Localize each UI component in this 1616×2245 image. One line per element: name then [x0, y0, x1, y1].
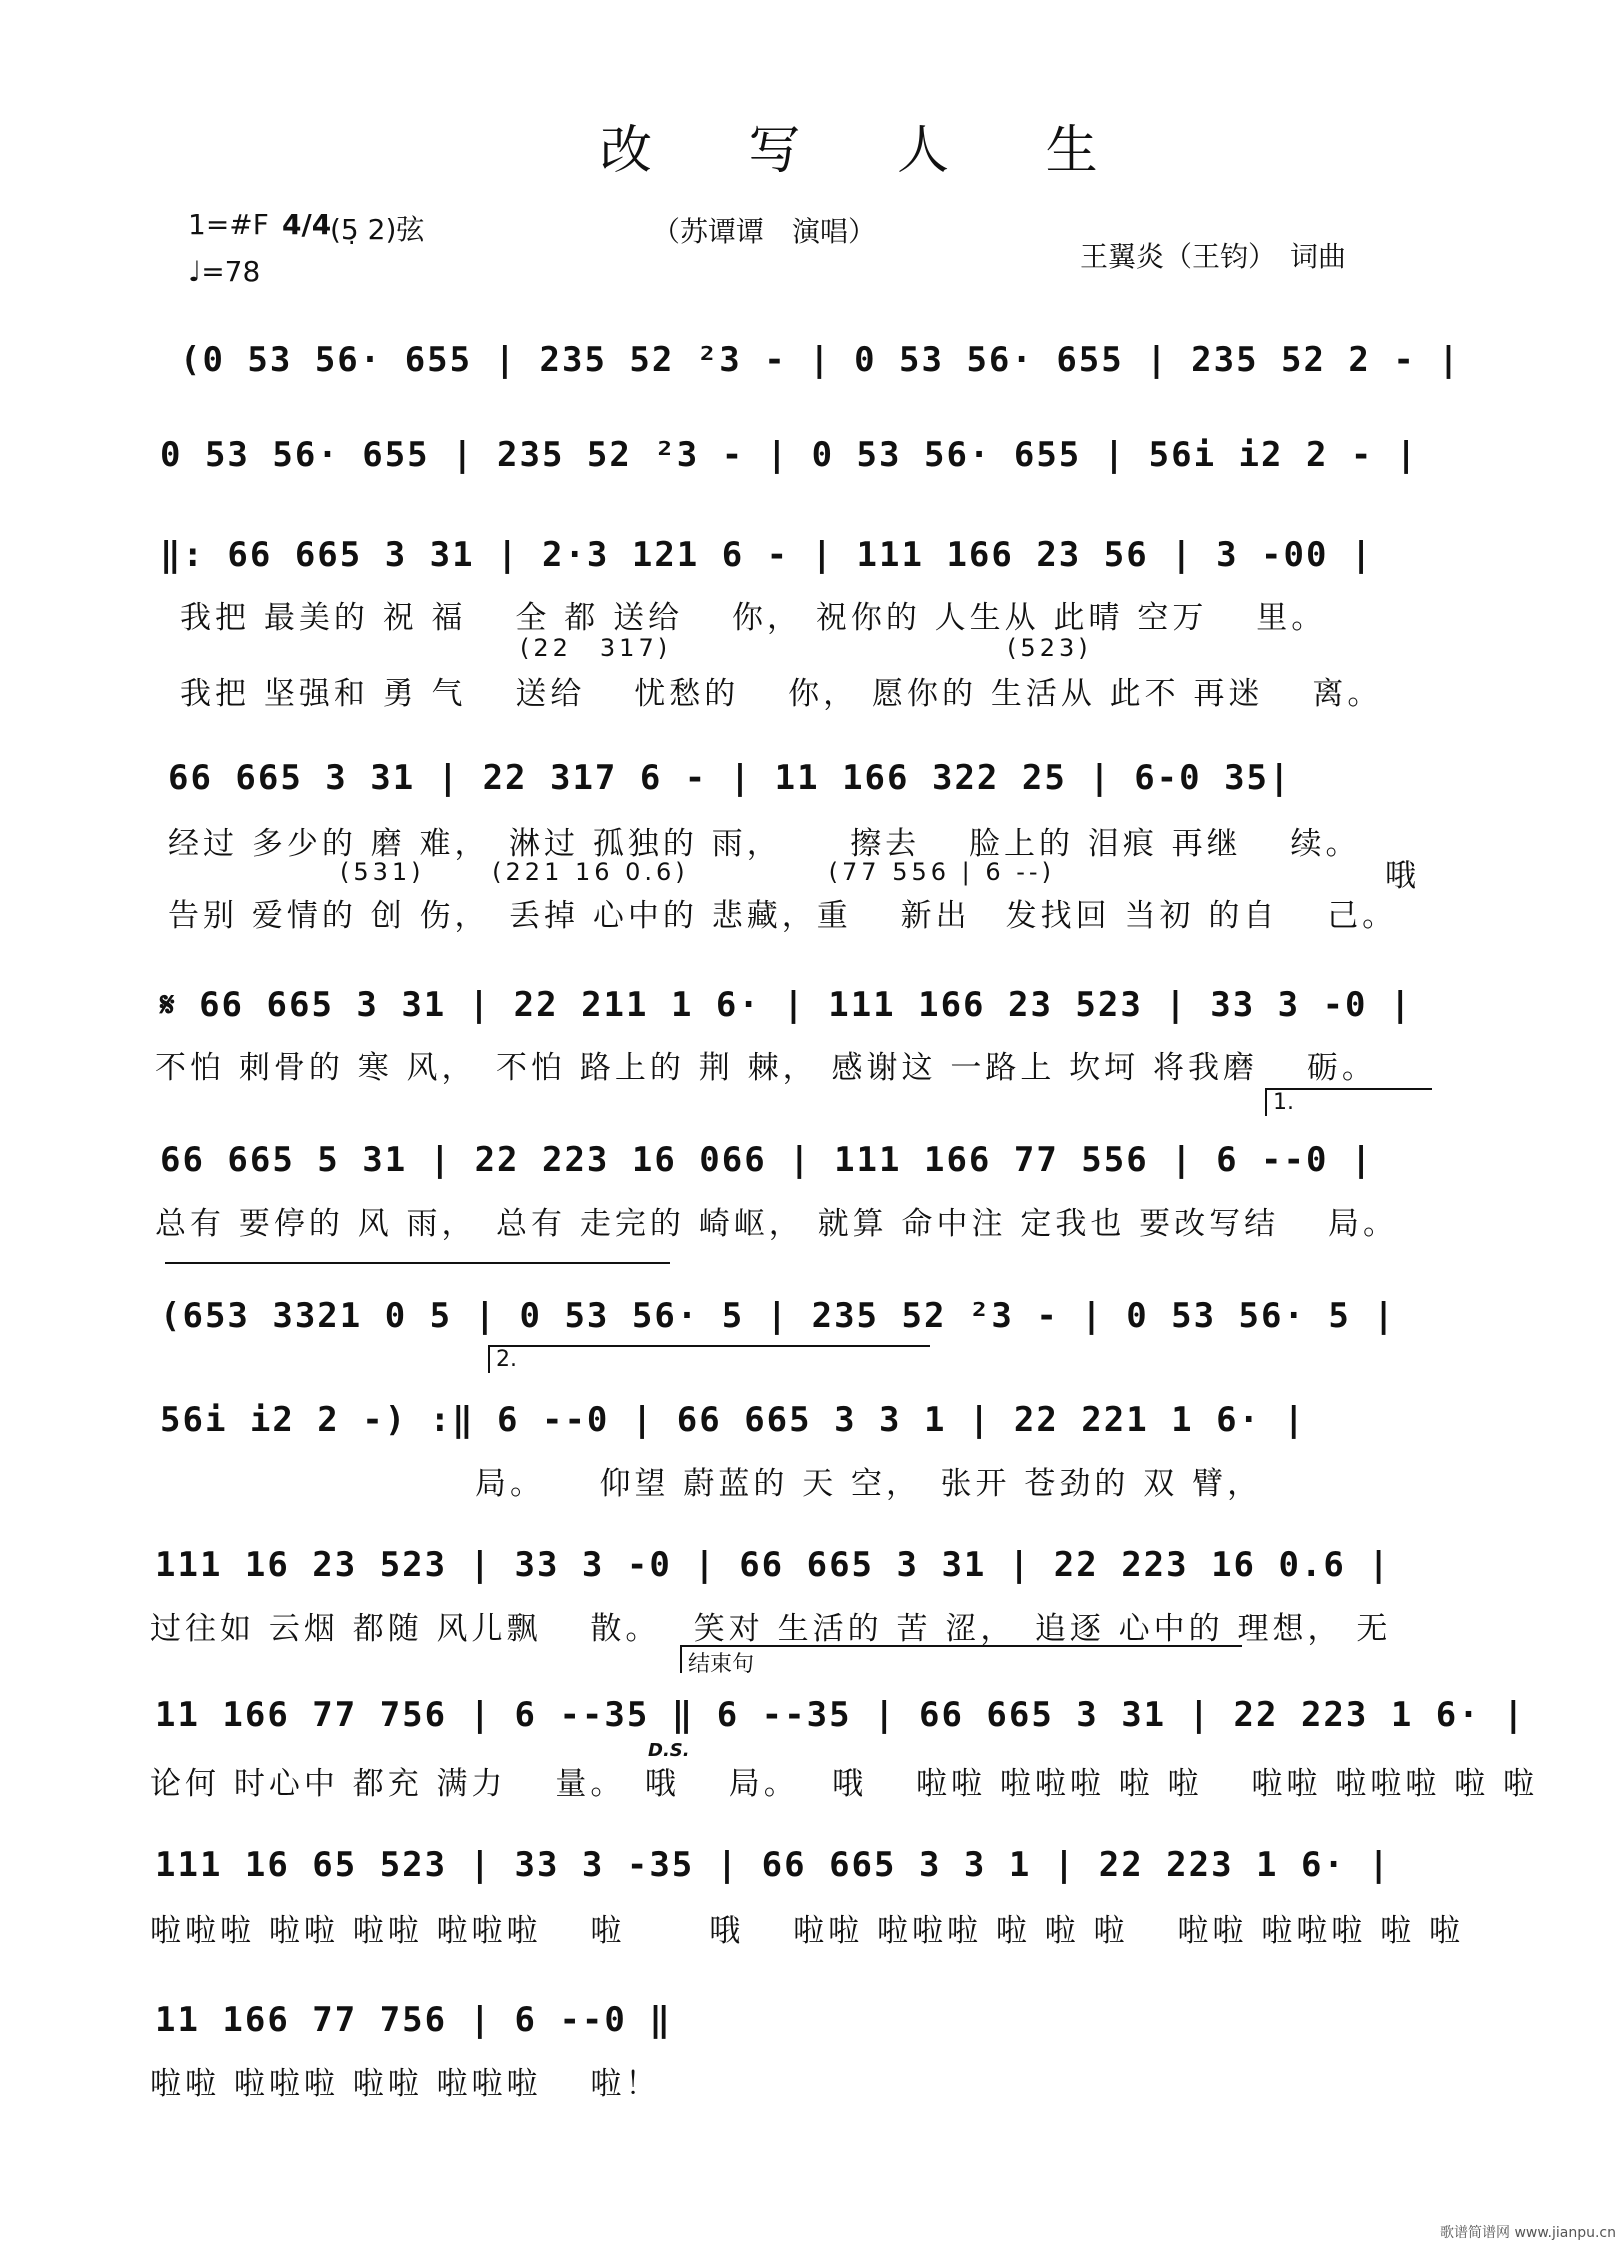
singer: （苏谭谭 演唱） — [652, 215, 877, 248]
lyrics-alt-notes: (531) (221 16 0.6) (77 556 | 6 --) — [340, 858, 1055, 886]
notation-row: 𝄋 66 665 3 31 | 22 211 1 6· | 111 166 23 523 | 33 3 -0 | — [160, 985, 1413, 1025]
lyrics-line: 啦啦啦 啦啦 啦啦 啦啦啦 啦 哦 啦啦 啦啦啦 啦 啦 啦 啦啦 啦啦啦 啦 啦 — [150, 1913, 1464, 1949]
lyrics-line: 经过 多少的 磨 难， 淋过 孤独的 雨， 擦去 脸上的 泪痕 再继 续。 — [168, 826, 1361, 862]
lyrics-line: 告别 爱情的 创 伤， 丢掉 心中的 悲藏，重 新出 发找回 当初 的自 己。 — [168, 898, 1398, 934]
side-lyric: 哦 — [1385, 858, 1420, 894]
volta-bracket: 2. — [488, 1345, 930, 1373]
ds-marking: D.S. — [648, 1740, 690, 1761]
tempo: ♩=78 — [188, 255, 261, 288]
lyrics-line: 总有 要停的 风 雨， 总有 走完的 崎岖， 就算 命中注 定我也 要改写结 局。 — [155, 1206, 1399, 1242]
notation-row: (0 53 56· 655 | 235 52 ²3 - | 0 53 56· 655 | 235 52 2 - | — [180, 340, 1461, 380]
notation-row: 11 166 77 756 | 6 --35 ‖ 6 --35 | 66 665 3 31 | 22 223 1 6· | — [155, 1695, 1526, 1735]
notation-row: 66 665 3 31 | 22 317 6 - | 11 166 322 25 | 6-0 35| — [168, 758, 1292, 798]
notation-row: 0 53 56· 655 | 235 52 ²3 - | 0 53 56· 655 | 56i i2 2 - | — [160, 435, 1419, 475]
author: 王翼炎（王钧） 词曲 — [1080, 240, 1347, 273]
lyrics-line: 局。 仰望 蔚蓝的 天 空， 张开 苍劲的 双 臂， — [160, 1466, 1263, 1502]
notation-row: 11 166 77 756 | 6 --0 ‖ — [155, 2000, 672, 2040]
lyrics-alt-notes: (22 317) (523) — [520, 634, 1092, 662]
lyrics-line: 不怕 刺骨的 寒 风， 不怕 路上的 荆 棘， 感谢这 一路上 坎坷 将我磨 砺。 — [155, 1050, 1377, 1086]
notation-row: ‖: 66 665 3 31 | 2·3 121 6 - | 111 166 23 56 | 3 -00 | — [160, 535, 1374, 575]
tuning: (5̣ 2)弦 — [330, 213, 425, 246]
song-title: 改 写 人 生 — [600, 121, 1138, 181]
lyrics-line: 我把 最美的 祝 福 全 都 送给 你， 祝你的 人生从 此晴 空万 里。 — [180, 600, 1327, 636]
key-signature: 1=#F — [188, 208, 269, 241]
lyrics-line: 我把 坚强和 勇 气 送给 忧愁的 你， 愿你的 生活从 此不 再迷 离。 — [180, 676, 1383, 712]
notation-row: (653 3321 0 5 | 0 53 56· 5 | 235 52 ²3 - | 0 53 56· 5 | — [160, 1296, 1396, 1336]
notation-row: 56i i2 2 -) :‖ 6 --0 | 66 665 3 3 1 | 22 221 1 6· | — [160, 1400, 1306, 1440]
notation-row: 66 665 5 31 | 22 223 16 066 | 111 166 77 556 | 6 --0 | — [160, 1140, 1374, 1180]
lyrics-line: 过往如 云烟 都随 风儿飘 散。 笑对 生活的 苦 涩， 追逐 心中的 理想， 无 — [150, 1611, 1392, 1647]
ending-bracket: 结束句 — [680, 1645, 1242, 1673]
notation-row: 111 16 23 523 | 33 3 -0 | 66 665 3 31 | 22 223 16 0.6 | — [155, 1545, 1391, 1585]
time-signature: 4/4 — [282, 208, 332, 241]
notation-row: 111 16 65 523 | 33 3 -35 | 66 665 3 3 1 | 22 223 1 6· | — [155, 1845, 1391, 1885]
lyrics-line: 啦啦 啦啦啦 啦啦 啦啦啦 啦！ — [150, 2066, 661, 2102]
volta-bracket: 1. — [1265, 1088, 1432, 1116]
lyrics-line: 论何 时心中 都充 满力 量。 哦 局。 哦 啦啦 啦啦啦 啦 啦 啦啦 啦啦啦 啦 啦 — [150, 1766, 1538, 1802]
watermark: 歌谱简谱网 www.jianpu.cn — [1440, 2225, 1616, 2241]
divider — [165, 1262, 670, 1264]
